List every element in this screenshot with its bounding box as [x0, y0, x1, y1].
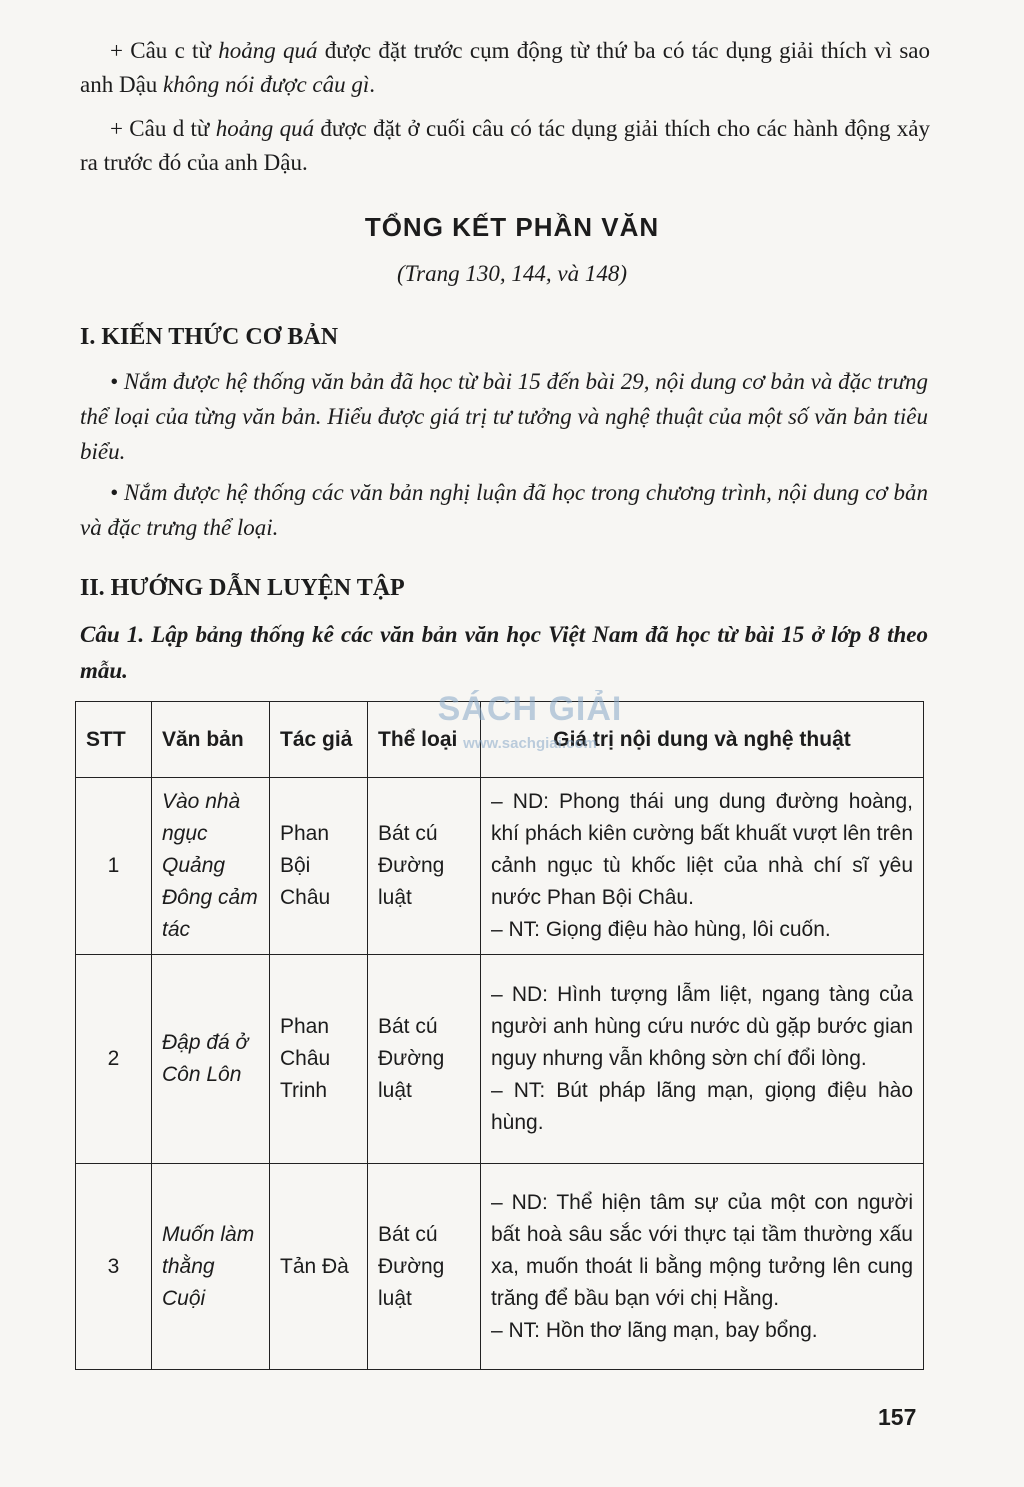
- paragraph-cau-c: [80, 34, 930, 102]
- cell-gia-tri: [481, 955, 924, 1164]
- header-van-ban: Văn bản: [152, 702, 270, 778]
- literature-table: [75, 701, 924, 1370]
- cell-van-ban: Vào nhà ngục Quảng Đông cảm tác: [152, 778, 270, 955]
- nghe-thuat-text: – NT: Hồn thơ lãng mạn, bay bổng.: [491, 1318, 818, 1342]
- watermark-url: www.sachgiai.com: [463, 735, 597, 752]
- header-stt: STT: [76, 702, 152, 778]
- header-gia-tri: Giá trị nội dung và nghệ thuật: [481, 702, 924, 778]
- cell-van-ban: Muốn làm thằng Cuội: [152, 1164, 270, 1370]
- paragraph-text: được đặt trước cụm động từ thứ ba có tác dụng giải thích vì sao anh Dậu: [80, 38, 931, 97]
- cell-tac-gia: Phan Châu Trinh: [270, 955, 368, 1164]
- emphasis-text: không nói được câu gì: [163, 72, 370, 97]
- cell-stt: 3: [76, 1164, 152, 1370]
- table-row: [76, 955, 924, 1164]
- emphasis-text: hoảng quá: [215, 116, 315, 141]
- table-row: [76, 778, 924, 955]
- cell-tac-gia: Phan Bội Châu: [270, 778, 368, 955]
- bullet-item: • Nắm được hệ thống văn bản đã học từ bài 15 đến bài 29, nội dung cơ bản và đặc trưng thể loại của từng văn bản. Hiểu được giá trị tư tưởng và nghệ thuật của một số văn bản tiêu biểu.: [80, 369, 928, 464]
- noi-dung-text: – ND: Thể hiện tâm sự của một con người bất hoà sâu sắc với thực tại tầm thường xấu xa, muốn thoát li bằng mộng tưởng lên cung trăng để bầu bạn với chị Hằng.: [491, 1190, 913, 1310]
- watermark-logo: SÁCH GIẢI: [437, 690, 623, 728]
- heading-kien-thuc-co-ban: I. KIẾN THỨC CƠ BẢN: [80, 324, 339, 350]
- paragraph-text: .: [369, 72, 376, 97]
- noi-dung-text: – ND: Phong thái ung dung đường hoàng, khí phách kiên cường bất khuất vượt lên trên cảnh ngục tù khốc liệt của nhà chí sĩ yêu nước Phan Bội Châu.: [491, 790, 913, 909]
- header-tac-gia: Tác giả: [270, 702, 368, 778]
- paragraph-text: được đặt ở cuối câu có tác dụng giải thích cho các hành động xảy ra trước đó của anh Dậu.: [80, 116, 930, 175]
- page-number: 157: [878, 1404, 917, 1430]
- emphasis-text: hoảng quá: [218, 38, 318, 63]
- cell-stt: 2: [76, 955, 152, 1164]
- cell-the-loai: Bát cú Đường luật: [368, 955, 481, 1164]
- cell-gia-tri: [481, 778, 924, 955]
- section-title: TỔNG KẾT PHẦN VĂN: [364, 212, 660, 242]
- cell-gia-tri: [481, 1164, 924, 1370]
- noi-dung-text: – ND: Hình tượng lẫm liệt, ngang tàng của người anh hùng cứu nước dù gặp bước gian nguy nhưng vẫn không sờn chí đổi lòng.: [491, 983, 913, 1070]
- question-1: Câu 1. Lập bảng thống kê các văn bản văn học Việt Nam đã học từ bài 15 ở lớp 8 theo mẫu.: [80, 622, 928, 683]
- cell-van-ban: Đập đá ở Côn Lôn: [152, 955, 270, 1164]
- cell-stt: 1: [76, 778, 152, 955]
- table-row: [76, 1164, 924, 1370]
- table-header-row: [76, 702, 924, 778]
- cell-the-loai: Bát cú Đường luật: [368, 778, 481, 955]
- paragraph-text: + Câu c từ: [110, 38, 219, 63]
- nghe-thuat-text: – NT: Giọng điệu hào hùng, lôi cuốn.: [491, 918, 831, 941]
- cell-tac-gia: Tản Đà: [270, 1164, 368, 1370]
- cell-the-loai: Bát cú Đường luật: [368, 1164, 481, 1370]
- heading-huong-dan-luyen-tap: II. HƯỚNG DẪN LUYỆN TẬP: [80, 575, 405, 601]
- header-the-loai: Thể loại: [368, 702, 481, 778]
- paragraph-cau-d: [80, 112, 930, 180]
- paragraph-text: + Câu d từ: [110, 116, 216, 141]
- section-subtitle: (Trang 130, 144, và 148): [397, 261, 627, 286]
- nghe-thuat-text: – NT: Bút pháp lãng mạn, giọng điệu hào hùng.: [491, 1079, 913, 1134]
- bullet-item: • Nắm được hệ thống các văn bản nghị luận đã học trong chương trình, nội dung cơ bản và đặc trưng thể loại.: [80, 480, 928, 540]
